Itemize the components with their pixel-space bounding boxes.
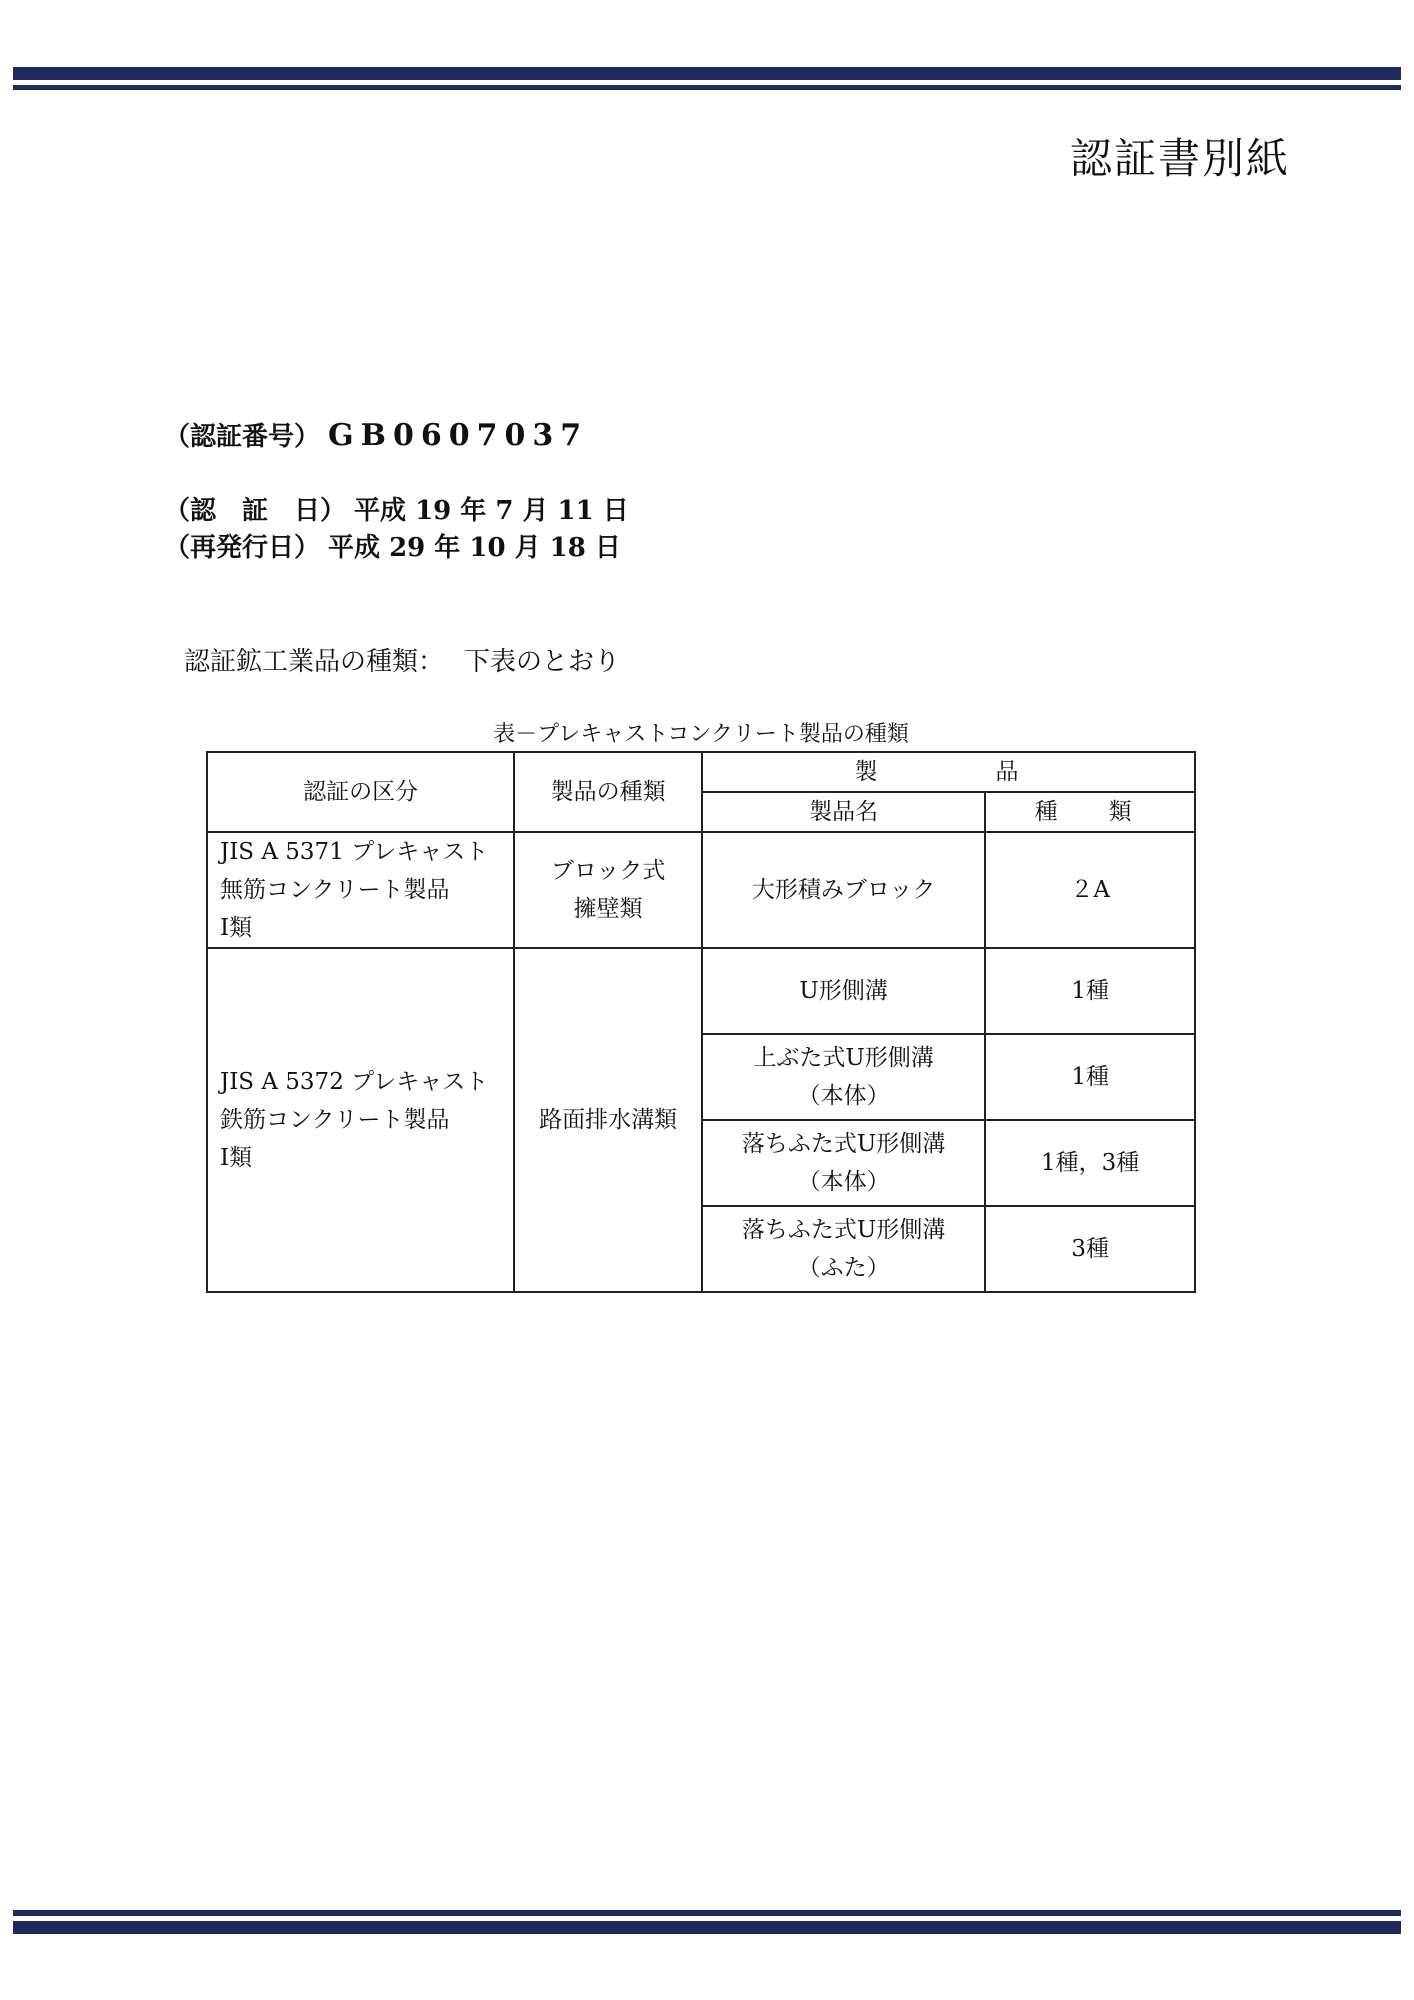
certificate-number-label: （認証番号）: [164, 422, 321, 452]
kind-cell: 1種: [985, 1034, 1195, 1120]
certificate-number-value: GB0607037: [328, 418, 589, 453]
header-product-name: 製品名: [702, 792, 985, 832]
table-caption: 表－プレキャストコンクリート製品の種類: [493, 722, 909, 747]
category-cell: JIS A 5371 プレキャスト 無筋コンクリート製品 Ⅰ類: [207, 832, 514, 948]
product-kinds-table: [206, 751, 1196, 1293]
table-row: [207, 832, 1195, 948]
product-type-cell: ブロック式 擁壁類: [514, 832, 702, 948]
product-kinds-label: 認証鉱工業品の種類：: [184, 647, 445, 677]
product-name-cell: 大形積みブロック: [702, 832, 985, 948]
reissue-date-line: [164, 527, 621, 564]
reissue-date-value: 平成 29 年 10 月 18 日: [328, 533, 621, 563]
certificate-number-line: [164, 416, 588, 453]
header-product: 製 品: [702, 752, 1195, 792]
product-name-cell: 上ぶた式U形側溝 （本体）: [702, 1034, 985, 1120]
table-row: [207, 948, 1195, 1034]
kind-cell: 3種: [985, 1206, 1195, 1292]
product-name-cell: U形側溝: [702, 948, 985, 1034]
kind-cell: ２A: [985, 832, 1195, 948]
category-cell: JIS A 5372 プレキャスト 鉄筋コンクリート製品 Ⅰ類: [207, 948, 514, 1292]
product-name-cell: 落ちふた式U形側溝 （本体）: [702, 1120, 985, 1206]
header-kind: 種 類: [985, 792, 1195, 832]
header-category: 認証の区分: [207, 752, 514, 832]
bottom-border-band: [13, 1910, 1401, 1934]
product-type-cell: 路面排水溝類: [514, 948, 702, 1292]
reissue-date-label: （再発行日）: [164, 533, 321, 563]
header-product-type: 製品の種類: [514, 752, 702, 832]
product-kinds-value: 下表のとおり: [464, 647, 621, 677]
product-name-cell: 落ちふた式U形側溝 （ふた）: [702, 1206, 985, 1292]
document-title: 認証書別紙: [1069, 134, 1290, 183]
kind-cell: 1種，3種: [985, 1120, 1195, 1206]
top-border-band: [13, 67, 1401, 90]
kind-cell: 1種: [985, 948, 1195, 1034]
certification-date-label: （認 証 日）: [164, 496, 347, 526]
certification-date-line: [164, 490, 629, 527]
certification-date-value: 平成 19 年 7 月 11 日: [354, 496, 629, 526]
product-kinds-line: [184, 641, 620, 678]
